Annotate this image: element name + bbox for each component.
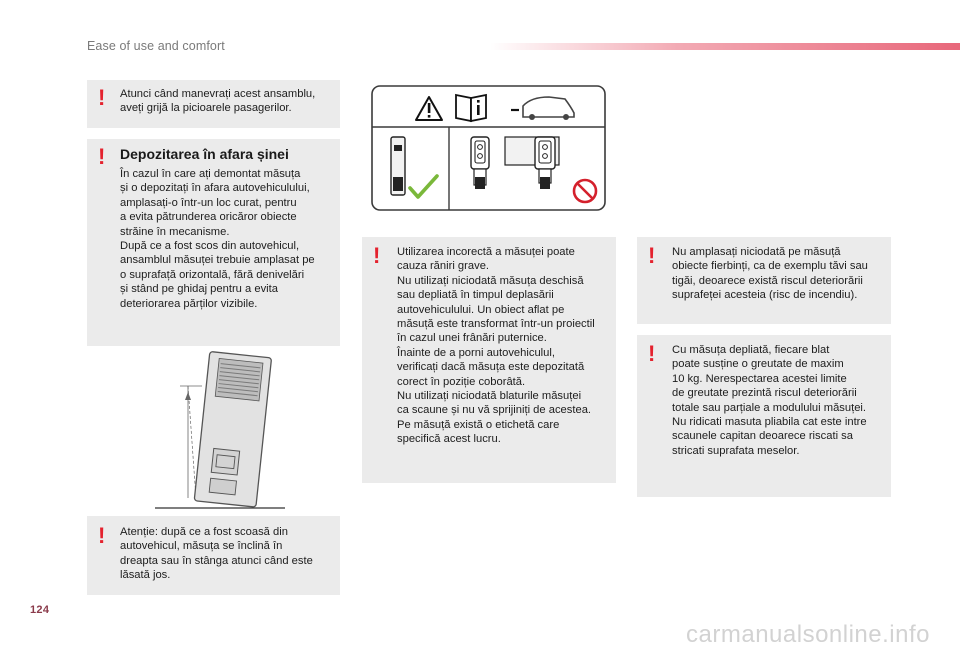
warning-text-misuse: Utilizarea incorectă a măsuței poate cauza răniri grave. Nu utilizați niciodată măsuța deschisă sau depliată în timpul deplasării autovehiculului. Un obiect aflat pe măsuță este transformat într-un proiectil în cazul unei frânări puternice. Înainte de a porni autovehiculul, verificați dacă măsuța este depozitată corect în poziție coborâtă. Nu utilizați niciodată blaturile măsuței ca scaune și nu vă sprijiniți de acestea. Pe măsuță există o etichetă care specifică acest lucru. (397, 246, 595, 446)
warning-text-hot-objects: Nu amplasați niciodată pe măsuță obiecte fierbinți, ca de exemplu tăvi sau tigăi, deoarece există riscul deteriorării suprafeței acesteia (risc de incendiu). (672, 246, 868, 302)
page-number: 124 (30, 604, 50, 616)
warning-label-illustration (371, 85, 606, 211)
warning-text-storage: În cazul în care ați demontat măsuța și o depozitați în afara autovehiculului, amplasați-o într-un loc curat, pentru a evita pătrunderea oricăror obiecte străine în mecanisme. După ce a fost scos din autovehicul, ansamblul măsuței trebuie amplasat pe o suprafață orizontală, fără denivelări și stând pe ghidaj pentru a evita deteriorarea părților vizibile. (120, 168, 315, 310)
table-folded-icon (391, 137, 405, 195)
storage-heading: Depozitarea în afara șinei (120, 146, 289, 162)
warning-exclamation-icon: ! (648, 243, 656, 268)
warning-exclamation-icon: ! (373, 243, 381, 268)
warning-exclamation-icon: ! (98, 85, 106, 110)
warning-text-feet: Atunci când manevrați acest ansamblu, aveți grijă la picioarele pasagerilor. (120, 88, 316, 115)
watermark: carmanualsonline.info (686, 621, 930, 648)
prohibited-icon (574, 180, 596, 202)
section-title: Ease of use and comfort (87, 39, 225, 53)
manual-book-icon (456, 95, 486, 121)
table-tilt-illustration (150, 348, 290, 514)
warning-exclamation-icon: ! (648, 341, 656, 366)
warning-exclamation-icon: ! (98, 523, 106, 548)
warning-text-load: Cu măsuța depliată, fiecare blat poate susține o greutate de maxim 10 kg. Nerespectarea acestei limite de greutate prezintă riscul deteriorării totale sau parțiale a modulului măsuței. Nu ridicati masuta pliabila cat este intre scaunele capitan deoarece riscati sa stricati suprafata meselor. (672, 344, 867, 457)
warning-exclamation-icon: ! (98, 144, 106, 169)
header-accent-bar (490, 43, 960, 50)
warning-text-tilt: Atenție: după ce a fost scoasă din autovehicul, măsuța se înclină în dreapta sau în stânga atunci când este lăsată jos. (120, 526, 313, 582)
